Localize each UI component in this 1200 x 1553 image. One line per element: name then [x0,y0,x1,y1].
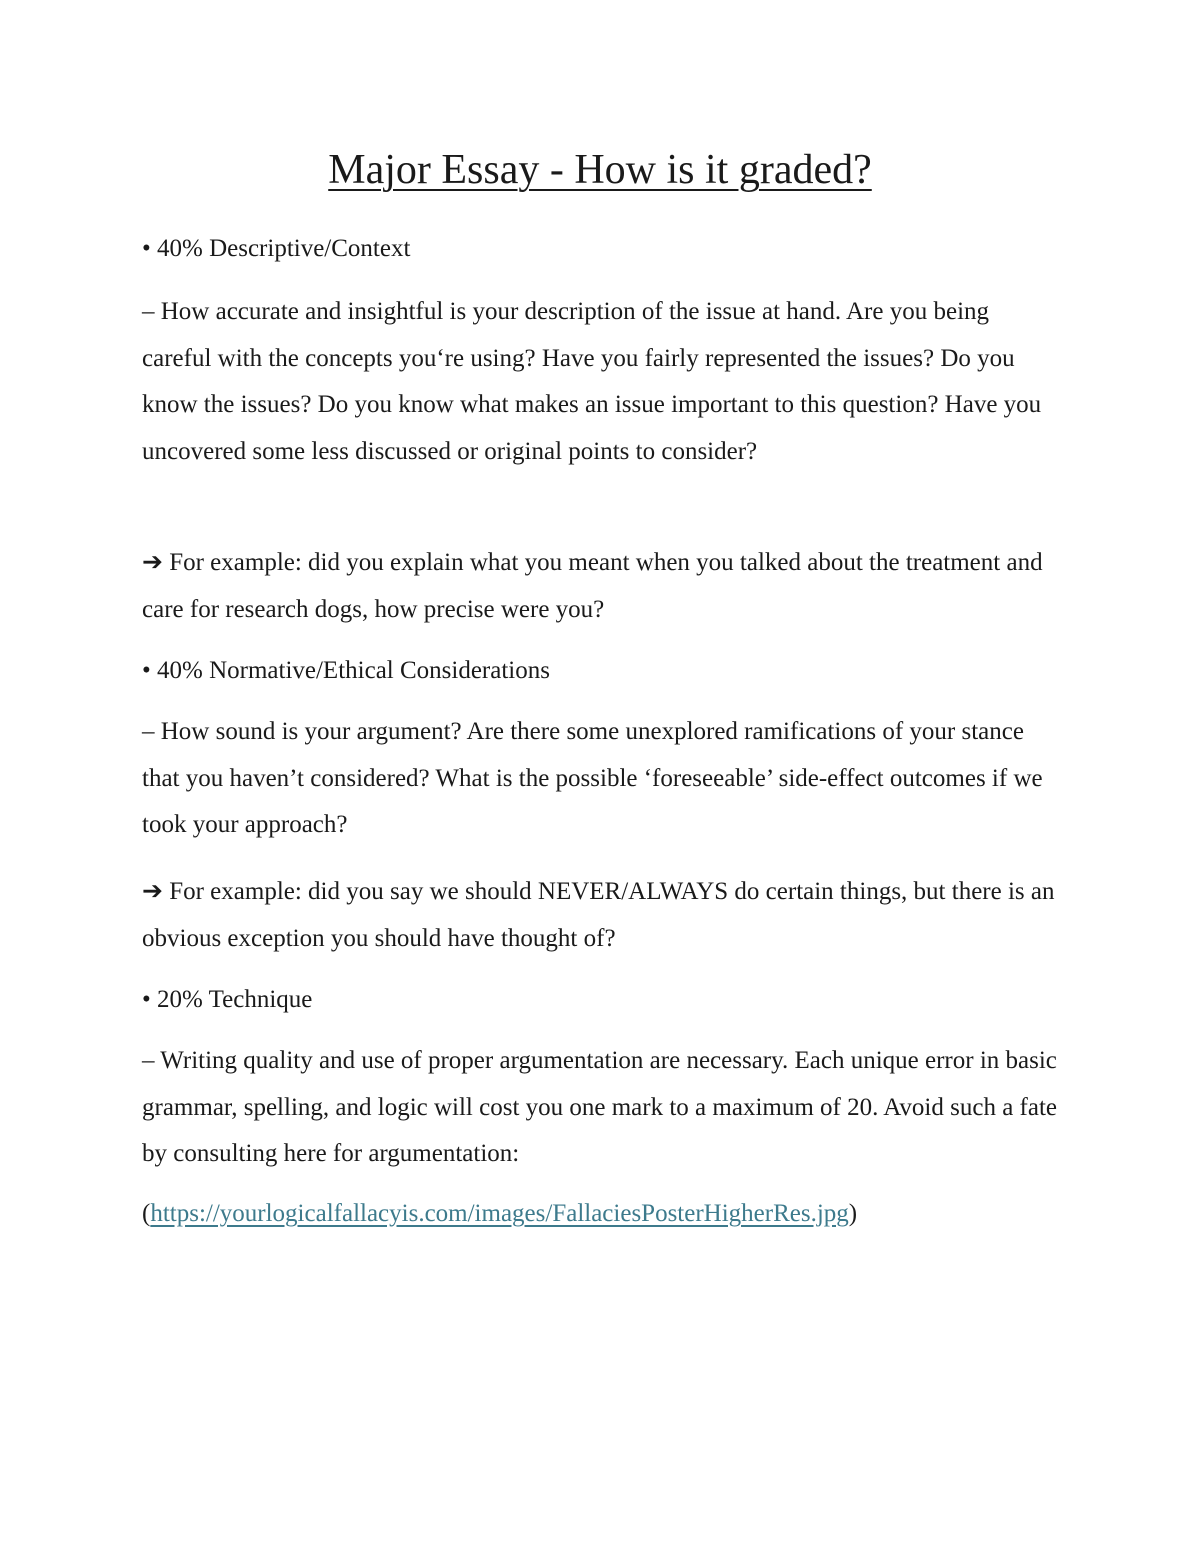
section-description-normative: – How sound is your argument? Are there some unexplored ramifications of your stance that you haven’t considered? What is the possible ‘foreseeable’ side-effect outcomes if we took your approach? [142,718,1043,838]
section-example-descriptive: ➔ For example: did you explain what you meant when you talked about the treatment and care for research dogs, how precise were you? [142,549,1043,623]
fallacies-poster-link[interactable]: https://yourlogicalfallacyis.com/images/FallaciesPosterHigherRes.jpg [150,1200,849,1227]
section-example-normative: ➔ For example: did you say we should NEVER/ALWAYS do certain things, but there is an obvious exception you should have thought of? [142,878,1055,952]
link-close-paren: ) [848,1200,858,1227]
section-description-technique: – Writing quality and use of proper argumentation are necessary. Each unique error in basic grammar, spelling, and logic will cost you one mark to a maximum of 20. Avoid such a fate by consulting here for argumentation: [142,1047,1058,1167]
fallacies-link-line [142,1191,1062,1238]
section-heading-descriptive: • 40% Descriptive/Context [142,235,411,262]
page-title: Major Essay - How is it graded? [328,147,872,193]
section-description-descriptive: – How accurate and insightful is your description of the issue at hand. Are you being careful with the concepts you‘re using? Have you fairly represented the issues? Do you know the issues? Do you know what makes an issue important to this question? Have you uncovered some less discussed or original points to consider? [142,298,1042,465]
link-open-paren: ( [142,1200,151,1227]
section-heading-normative: • 40% Normative/Ethical Considerations [142,657,550,684]
section-heading-technique: • 20% Technique [142,986,313,1013]
